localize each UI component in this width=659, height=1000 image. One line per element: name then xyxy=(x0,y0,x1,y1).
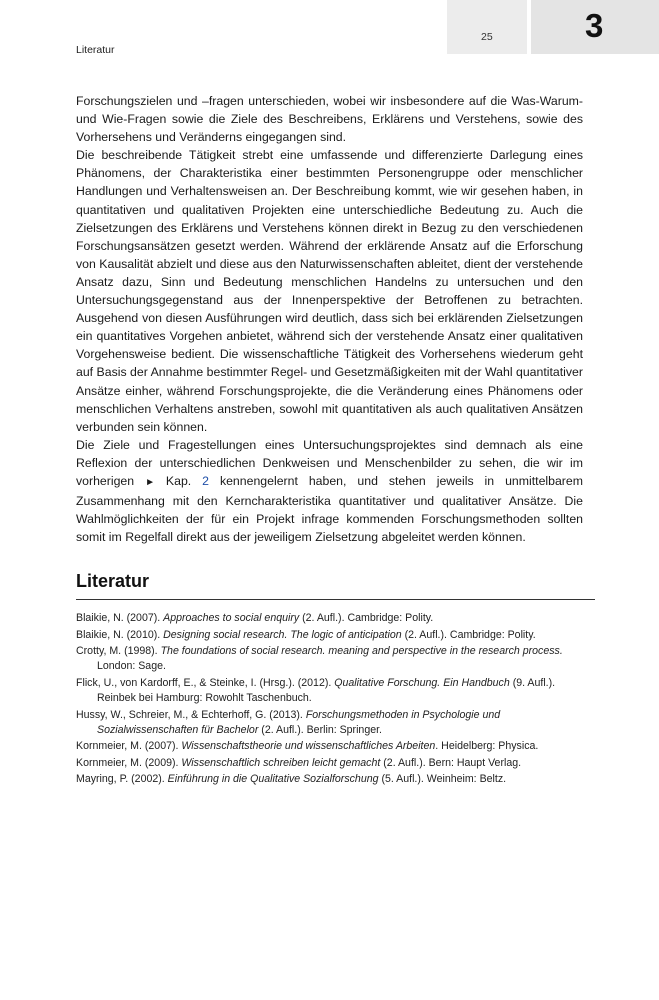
reference-publisher: (2. Aufl.). Cambridge: Polity. xyxy=(299,612,434,624)
chapter-link-number: 2 xyxy=(202,473,209,488)
section-title-literatur: Literatur xyxy=(76,571,150,591)
reference-authors: Flick, U., von Kardorff, E., & Steinke, I. (Hrsg.). (2012). xyxy=(76,676,335,689)
reference-authors: Crotty, M. (1998). xyxy=(76,645,161,658)
reference-item xyxy=(76,628,595,643)
paragraph-2: Die beschreibende Tätigkeit strebt eine umfassende und differenzierte Darlegung eines Phänomens, der Charakteristika einer bestimmten Personengruppe oder menschlicher Handlungen und Verhaltensweisen an. Der Beschreibung kommt, wie wir gesehen haben, in quantitativen und qualitativen Projekten eine unterschiedliche Bedeutung zu. Auch die Zielsetzungen des Erklärens und Verstehens können direkt in Bezug zu den verschiedenen Forschungsansätzen gesetzt werden. Während der erklärende Ansatz auf die Erforschung von Kausalität abzielt und diese aus den Naturwissenschaften ableitet, dient der verstehende Ansatz dazu, Sinn und Bedeutung menschlichen Handelns zu untersuchen und den Untersuchungsgegenstand aus der Innenperspektive der Betroffenen zu betrachten. Ausgehend von diesen Ausführungen wird deutlich, dass sich bei erklärenden Zielsetzungen ein quantitatives Vorgehen anbietet, während sich der verstehende Ansatz einer qualitativen Vorgehensweise bedient. Die wissenschaftliche Tätigkeit des Vorhersehens wiederum geht auf Basis der Annahme bestimmter Regel- und Gesetzmäßigkeiten mit der Wahl quantitativer Ansätze einher, während Forschungsprojekte, die die Veränderung eines Phänomens oder menschlichen Verhaltens anstreben, sowohl mit quantitativen als auch qualitativen Ansätzen verbunden sein können. xyxy=(76,148,583,434)
paragraph-3 xyxy=(76,436,583,547)
reference-authors: Kornmeier, M. (2009). xyxy=(76,756,182,769)
reference-title: The foundations of social research. meaning and perspective in the research process. xyxy=(160,645,563,658)
reference-publisher: . Heidelberg: Physica. xyxy=(435,740,539,753)
reference-publisher: (2. Aufl.). Cambridge: Polity. xyxy=(401,628,536,641)
reference-list xyxy=(76,611,595,789)
chapter-2-link[interactable] xyxy=(145,474,209,488)
page-number-box xyxy=(447,0,527,54)
reference-item xyxy=(76,756,595,771)
running-head: Literatur xyxy=(76,44,115,56)
chapter-number: 3 xyxy=(585,7,604,44)
reference-publisher: (5. Aufl.). Weinheim: Beltz. xyxy=(378,773,507,786)
paragraph-1: Forschungszielen und –fragen unterschieden, wobei wir insbesondere auf die Was-Warum- und Wie-Fragen sowie die Ziele des Beschreibens, Erklärens und Verstehens, sowie des Vorhersehens und Veränderns eingegangen sind. xyxy=(76,94,583,145)
reference-item xyxy=(76,644,595,674)
reference-publisher: (2. Aufl.). Bern: Haupt Verlag. xyxy=(380,756,522,769)
paragraph-3-text-end: kennengelernt haben, und stehen jeweils in unmittelbarem Zusammenhang mit den Kerncharakteristika quantitativer und qualitativer Ansätze. Die Wahlmöglichkeiten der für ein Projekt infrage kommenden Forschungsmethoden sollten somit im Regelfall direkt aus der jeweiligem Zielsetzung abgeleitet werden können. xyxy=(76,473,583,545)
reference-item xyxy=(76,739,595,754)
section-divider xyxy=(76,599,595,600)
reference-authors: Kornmeier, M. (2007). xyxy=(76,740,182,753)
reference-title: Wissenschaftlich schreiben leicht gemacht xyxy=(181,756,381,769)
paragraph-3-text-start: Die Ziele und Fragestellungen eines Untersuchungsprojektes sind demnach als eine Reflexion der unterschiedlichen Denkweisen und Menschenbilder zu sehen, die wir im vorherigen xyxy=(76,437,583,488)
chapter-link-label: Kap. xyxy=(154,473,203,488)
reference-title: Approaches to social enquiry xyxy=(163,612,300,624)
reference-item xyxy=(76,708,595,738)
reference-item xyxy=(76,772,595,787)
reference-item xyxy=(76,676,595,706)
reference-authors: Mayring, P. (2002). xyxy=(76,773,168,786)
reference-item xyxy=(76,611,595,626)
reference-title: Forschungsmethoden in Psychologie und Sozialwissenschaften für Bachelor xyxy=(97,708,501,736)
page-number: 25 xyxy=(481,31,493,43)
reference-title: Wissenschaftstheorie und wissenschaftliches Arbeiten xyxy=(181,740,436,753)
reference-title: Qualitative Forschung. Ein Handbuch xyxy=(334,676,510,689)
reference-authors: Blaikie, N. (2007). xyxy=(76,612,164,624)
reference-publisher: London: Sage. xyxy=(97,660,166,673)
reference-authors: Blaikie, N. (2010). xyxy=(76,628,164,641)
reference-publisher: (9. Aufl.). Reinbek bei Hamburg: Rowohlt Taschenbuch. xyxy=(97,676,556,704)
reference-publisher: (2. Aufl.). Berlin: Springer. xyxy=(258,723,382,736)
body-text xyxy=(76,92,583,546)
reference-title: Einführung in die Qualitative Sozialforschung xyxy=(167,773,379,786)
reference-authors: Hussy, W., Schreier, M., & Echterhoff, G. (2013). xyxy=(76,708,306,721)
arrow-icon: ► xyxy=(145,476,155,488)
reference-title: Designing social research. The logic of anticipation xyxy=(163,628,402,641)
